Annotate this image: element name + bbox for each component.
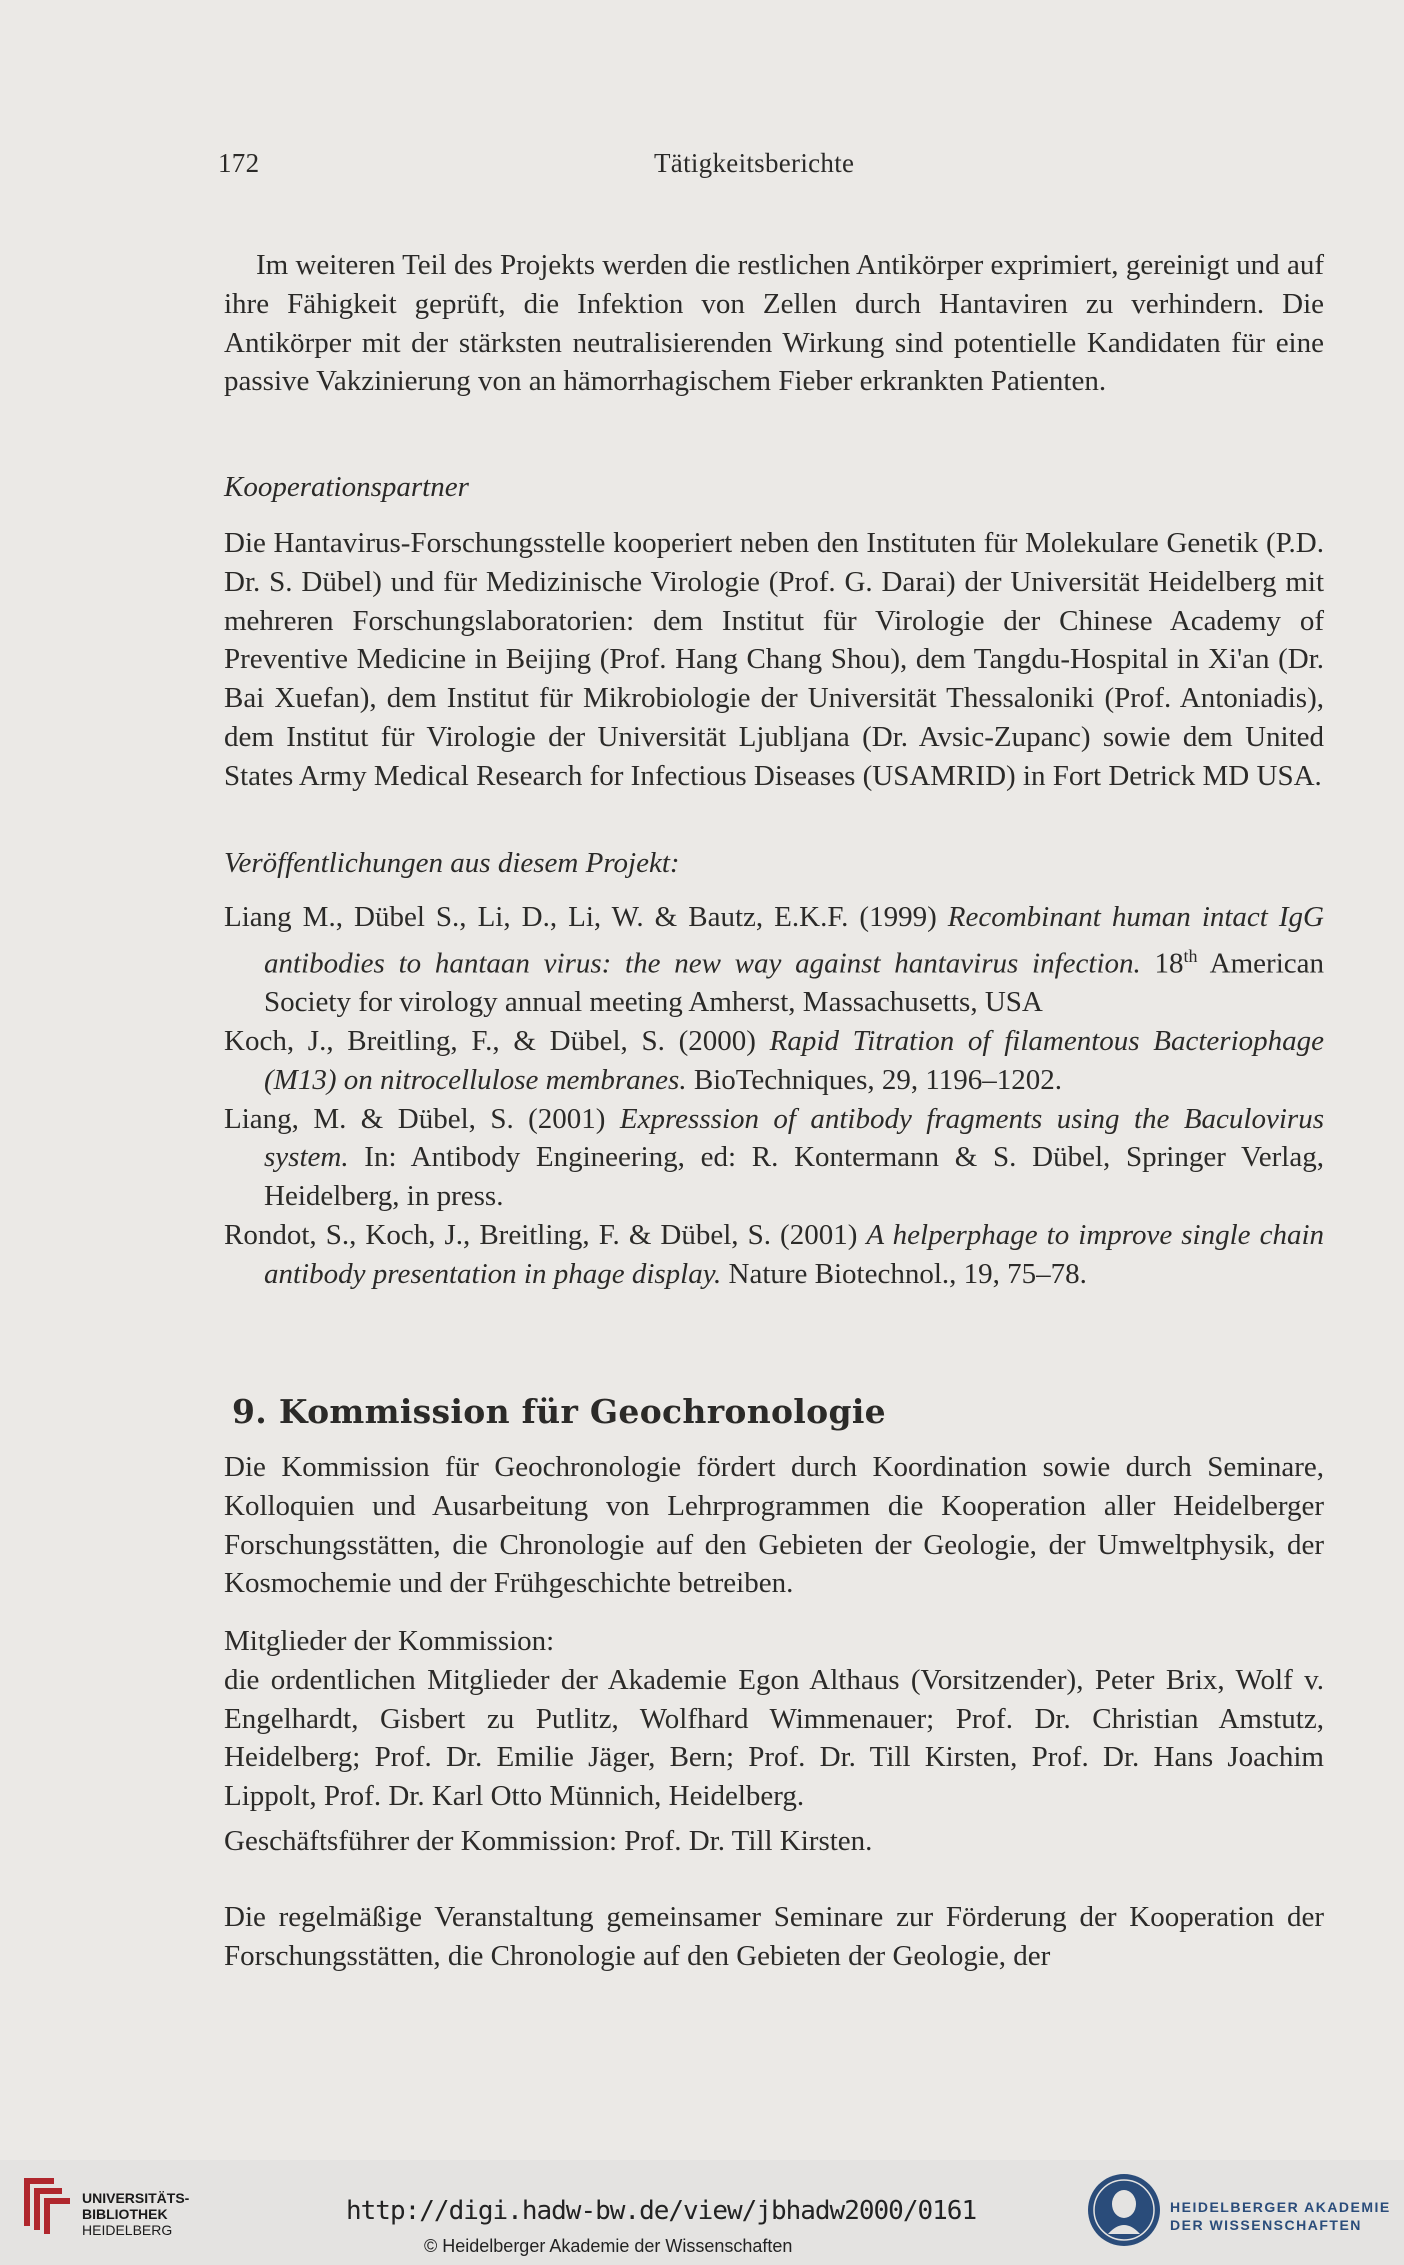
section-intro-block (224, 1448, 1324, 1603)
intro-paragraph-block (224, 246, 1324, 401)
cooperation-text: Die Hantavirus-Forschungsstelle kooperiert neben den Instituten für Molekulare Genetik (P.D. Dr. S. Dübel) und für Medizinische Virologie (Prof. G. Darai) der Universität Heidelberg mit mehreren Forschungslaboratorien: dem Institut für Virologie der Chinese Academy of Preventive Medicine in Beijing (Prof. Hang Chang Shou), dem Tangdu-Hospital in Xi'an (Dr. Bai Xuefan), dem Institut für Mikrobiologie der Universität Thessaloniki (Prof. Antoniadis), dem Institut für Virologie der Universität Ljubljana (Dr. Avsic-Zupanc) sowie dem United States Army Medical Research for Infectious Diseases (USAMRID) in Fort Detrick MD USA. (224, 527, 1324, 792)
publication-item (224, 1216, 1324, 1294)
publications-heading-block (224, 844, 1324, 883)
publication-source-prefix: 18 (1140, 947, 1184, 980)
page-number: 172 (218, 148, 260, 178)
publication-source: In: Antibody Engineering, ed: R. Kontermann & S. Dübel, Springer Verlag, Heidelberg, in press. (264, 1141, 1324, 1213)
library-name-line2: BIBLIOTHEK (82, 2206, 168, 2222)
section-heading: 9. Kommission für Geochronologie (232, 1392, 886, 1431)
publications-heading: Veröffentlichungen aus diesem Projekt: (224, 847, 680, 879)
members-label: Mitglieder der Kommission: (224, 1625, 555, 1657)
publication-source-superscript: th (1183, 945, 1198, 966)
closing-text: Die regelmäßige Veranstaltung gemeinsamer Seminare zur Förderung der Kooperation der Forschungsstätten, die Chronologie auf den Gebieten der Geologie, der (224, 1901, 1324, 1972)
intro-paragraph: Im weiteren Teil des Projekts werden die restlichen Antikörper exprimiert, gereinigt und auf ihre Fähigkeit geprüft, die Infektion von Zellen durch Hantaviren zu verhindern. Die Antikörper mit der stärksten neutralisierenden Wirkung sind potentielle Kandidaten für eine passive Vakzinierung von an hämorrhagischem Fieber erkrankten Patienten. (224, 249, 1324, 398)
publication-authors: Koch, J., Breitling, F., & Dübel, S. (2000) (224, 1025, 770, 1058)
library-name (82, 2190, 189, 2238)
publication-title: Rapid Titration of filamentous Bacteriophage (M13) on nitrocellulose membranes. (264, 1025, 1324, 1096)
publication-title: Recombinant human intact IgG antibodies to hantaan virus: the new way against hantavirus infection. (264, 901, 1324, 980)
page-url-link[interactable]: http://digi.hadw-bw.de/view/jbhadw2000/0161 (346, 2196, 977, 2226)
closing-block (224, 1898, 1324, 1976)
publication-item (224, 898, 1324, 1022)
publication-title: Expresssion of antibody fragments using the Baculovirus system. (264, 1102, 1324, 1174)
publication-source: American Society for virology annual meeting Amherst, Massachusetts, USA (264, 947, 1325, 1019)
publications-list (224, 898, 1324, 1294)
publication-source: Nature Biotechnol., 19, 75–78. (721, 1257, 1087, 1290)
cooperation-heading-block (224, 468, 1324, 507)
copyright-text: © Heidelberger Akademie der Wissenschaften (424, 2236, 793, 2256)
publication-item (224, 1100, 1324, 1216)
publication-authors: Rondot, S., Koch, J., Breitling, F. & Dübel, S. (2001) (224, 1219, 867, 1252)
library-name-line1: UNIVERSITÄTS- (82, 2190, 190, 2206)
academy-name (1170, 2198, 1391, 2234)
academy-seal-icon (1086, 2172, 1162, 2248)
members-text: die ordentlichen Mitglieder der Akademie Egon Althaus (Vorsitzender), Peter Brix, Wolf v. Engelhardt, Gisbert zu Putlitz, Wolfhard Wimmenauer; Prof. Dr. Christian Amstutz, Heidelberg; Prof. Dr. Emilie Jäger, Bern; Prof. Dr. Till Kirsten, Prof. Dr. Hans Joachim Lippolt, Prof. Dr. Karl Otto Münnich, Heidelberg. (224, 1663, 1324, 1813)
cooperation-heading: Kooperationspartner (224, 471, 469, 503)
manager-text: Geschäftsführer der Kommission: Prof. Dr. Till Kirsten. (224, 1825, 873, 1857)
footer-bar (0, 2160, 1404, 2265)
publication-item (224, 1022, 1324, 1100)
academy-name-line2: DER WISSENSCHAFTEN (1170, 2217, 1362, 2233)
library-logo-icon (16, 2168, 76, 2236)
publication-authors: Liang M., Dübel S., Li, D., Li, W. & Bautz, E.K.F. (1999) (224, 901, 948, 933)
manager-block (224, 1822, 1324, 1861)
members-block (224, 1622, 1324, 1816)
cooperation-text-block (224, 524, 1324, 796)
publication-title: A helperphage to improve single chain antibody presentation in phage display. (264, 1219, 1325, 1290)
academy-name-line1: HEIDELBERGER AKADEMIE (1170, 2199, 1391, 2215)
publication-authors: Liang, M. & Dübel, S. (2001) (224, 1102, 620, 1135)
running-title: Tätigkeitsberichte (654, 148, 855, 178)
section-intro: Die Kommission für Geochronologie fördert durch Koordination sowie durch Seminare, Kolloquien und Ausarbeitung von Lehrprogrammen die Kooperation aller Heidelberger Forschungsstätten, die Chronologie auf den Gebieten der Geologie, der Umweltphysik, der Kosmochemie und der Frühgeschichte betreiben. (224, 1451, 1324, 1600)
library-name-line3: HEIDELBERG (82, 2222, 173, 2238)
publication-source: BioTechniques, 29, 1196–1202. (686, 1063, 1063, 1096)
